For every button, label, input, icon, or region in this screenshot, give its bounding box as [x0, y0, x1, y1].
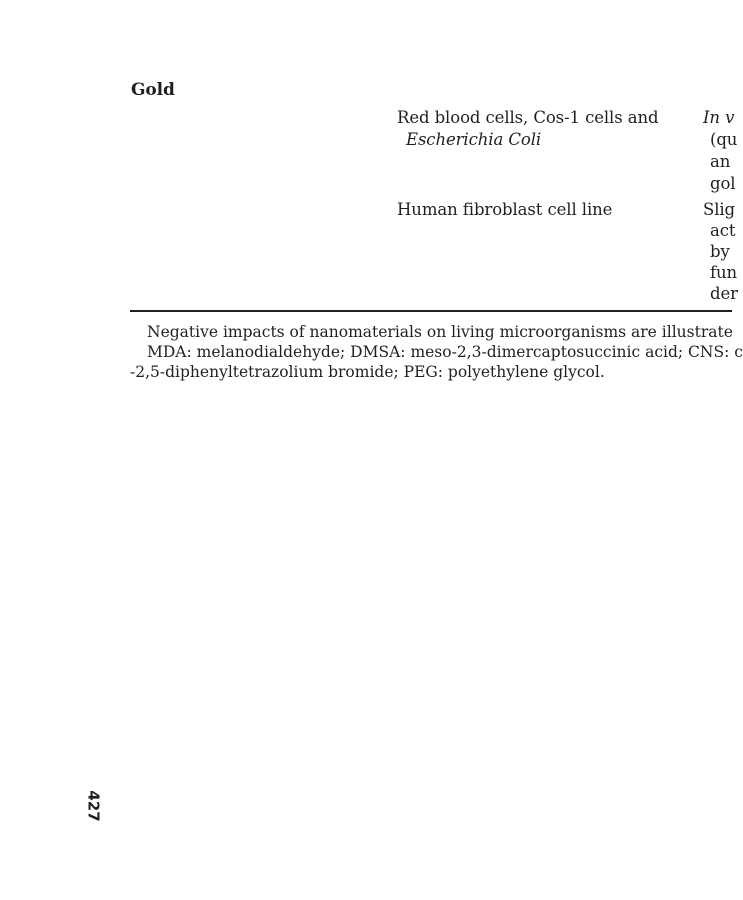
table-footnote-line3: -2,5-diphenyltetrazolium bromide; PEG: polyethylene glycol.	[130, 363, 605, 381]
table-cell-effect-row1-line2: (qu	[710, 130, 738, 149]
table-cell-cells-row1-line2: Escherichia Coli	[406, 130, 542, 149]
table-cell-effect-row2-line5: der	[710, 284, 738, 303]
table-cell-effect-row1-line1: In v	[703, 108, 735, 127]
table-cell-effect-row1-line3: an	[710, 152, 731, 171]
table-cell-effect-row2-line3: by	[710, 242, 730, 261]
table-cell-effect-row2-line4: fun	[710, 263, 738, 282]
table-footnote-line2: MDA: melanodialdehyde; DMSA: meso-2,3-dimercaptosuccinic acid; CNS: c	[147, 343, 743, 361]
table-cell-effect-row2-line1: Slig	[703, 200, 736, 219]
table-cell-cells-row2-line1: Human fibroblast cell line	[397, 200, 613, 219]
page-number: 427	[84, 790, 103, 822]
table-cell-effect-row2-line2: act	[710, 221, 736, 240]
section-label-gold: Gold	[131, 80, 175, 100]
table-footnote-line1: Negative impacts of nanomaterials on living microorganisms are illustrate	[147, 323, 733, 341]
table-cell-effect-row1-line4: gol	[710, 174, 736, 193]
table-bottom-rule	[130, 310, 732, 312]
table-cell-cells-row1-line1: Red blood cells, Cos-1 cells and	[397, 108, 659, 127]
